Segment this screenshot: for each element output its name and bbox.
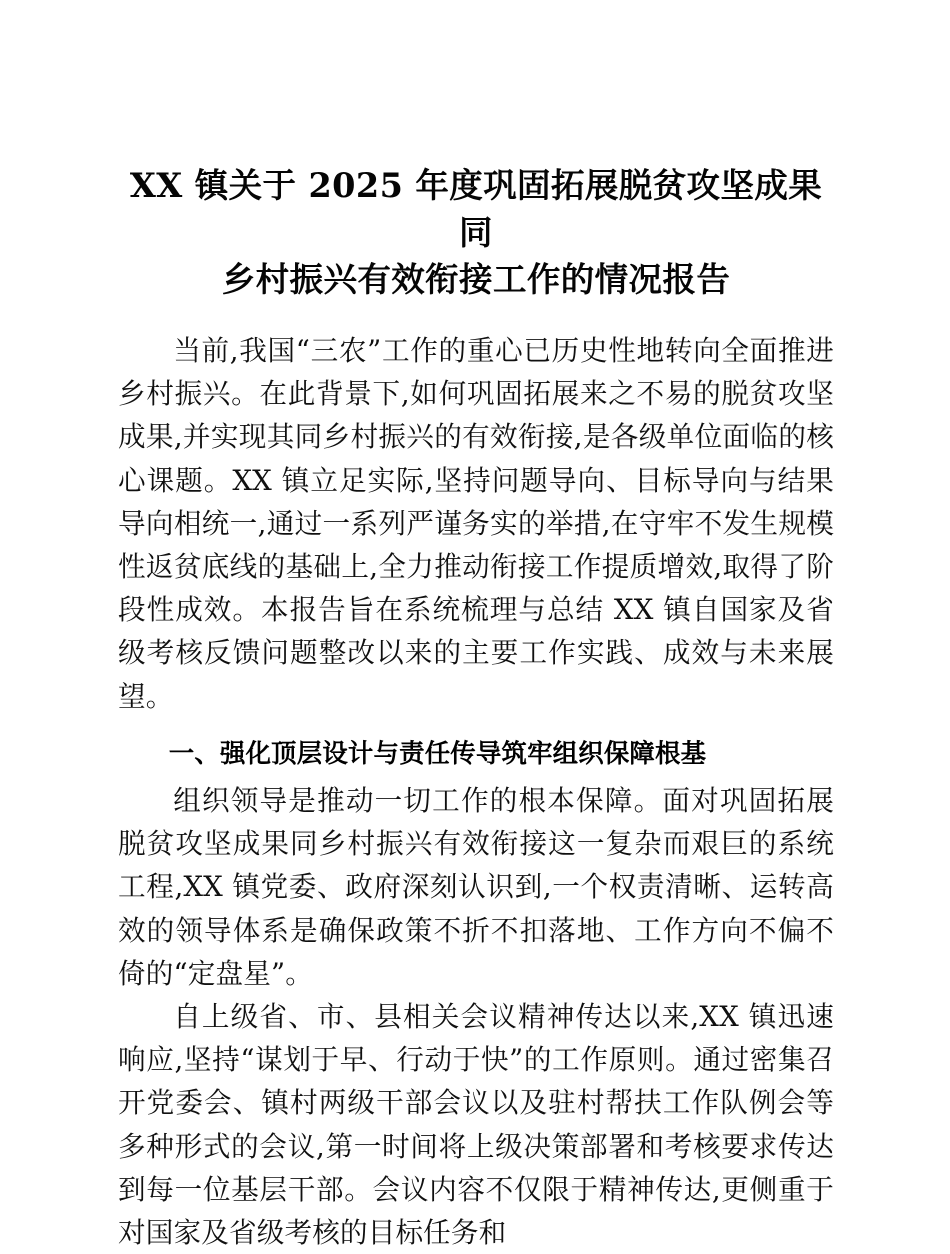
paragraph-section1-1: 组织领导是推动一切工作的根本保障。面对巩固拓展脱贫攻坚成果同乡村振兴有效衔接这一复杂而艰巨的系统工程,XX 镇党委、政府深刻认识到,一个权责清晰、运转高效的领导体系是确保政策不折不扣落地、工作方向不偏不倚的“定盘星”。 (118, 784, 834, 990)
document-content-column (118, 0, 834, 1254)
paragraph-section1-2: 自上级省、市、县相关会议精神传达以来,XX 镇迅速响应,坚持“谋划于早、行动于快”的工作原则。通过密集召开党委会、镇村两级干部会议以及驻村帮扶工作队例会等多种形式的会议,第一时间将上级决策部署和考核要求传达到每一位基层干部。会议内容不仅限于精神传达,更侧重于对国家及省级考核的目标任务和 (118, 1000, 834, 1250)
title-line-2: 乡村振兴有效衔接工作的情况报告 (221, 260, 731, 299)
page-title (118, 0, 834, 303)
title-line-1: XX 镇关于 2025 年度巩固拓展脱贫攻坚成果同 (129, 166, 823, 252)
section-heading-1: 一、强化顶层设计与责任传导筑牢组织保障根基 (168, 737, 707, 768)
paragraph-intro: 当前,我国“三农”工作的重心已历史性地转向全面推进乡村振兴。在此背景下,如何巩固拓展来之不易的脱贫攻坚成果,并实现其同乡村振兴的有效衔接,是各级单位面临的核心课题。XX 镇立足实际,坚持问题导向、目标导向与结果导向相统一,通过一系列严谨务实的举措,在守牢不发生规模性返贫底线的基础上,全力推动衔接工作提质增效,取得了阶段性成效。本报告旨在系统梳理与总结 XX 镇自国家及省级考核反馈问题整改以来的主要工作实践、成效与未来展望。 (118, 334, 834, 713)
